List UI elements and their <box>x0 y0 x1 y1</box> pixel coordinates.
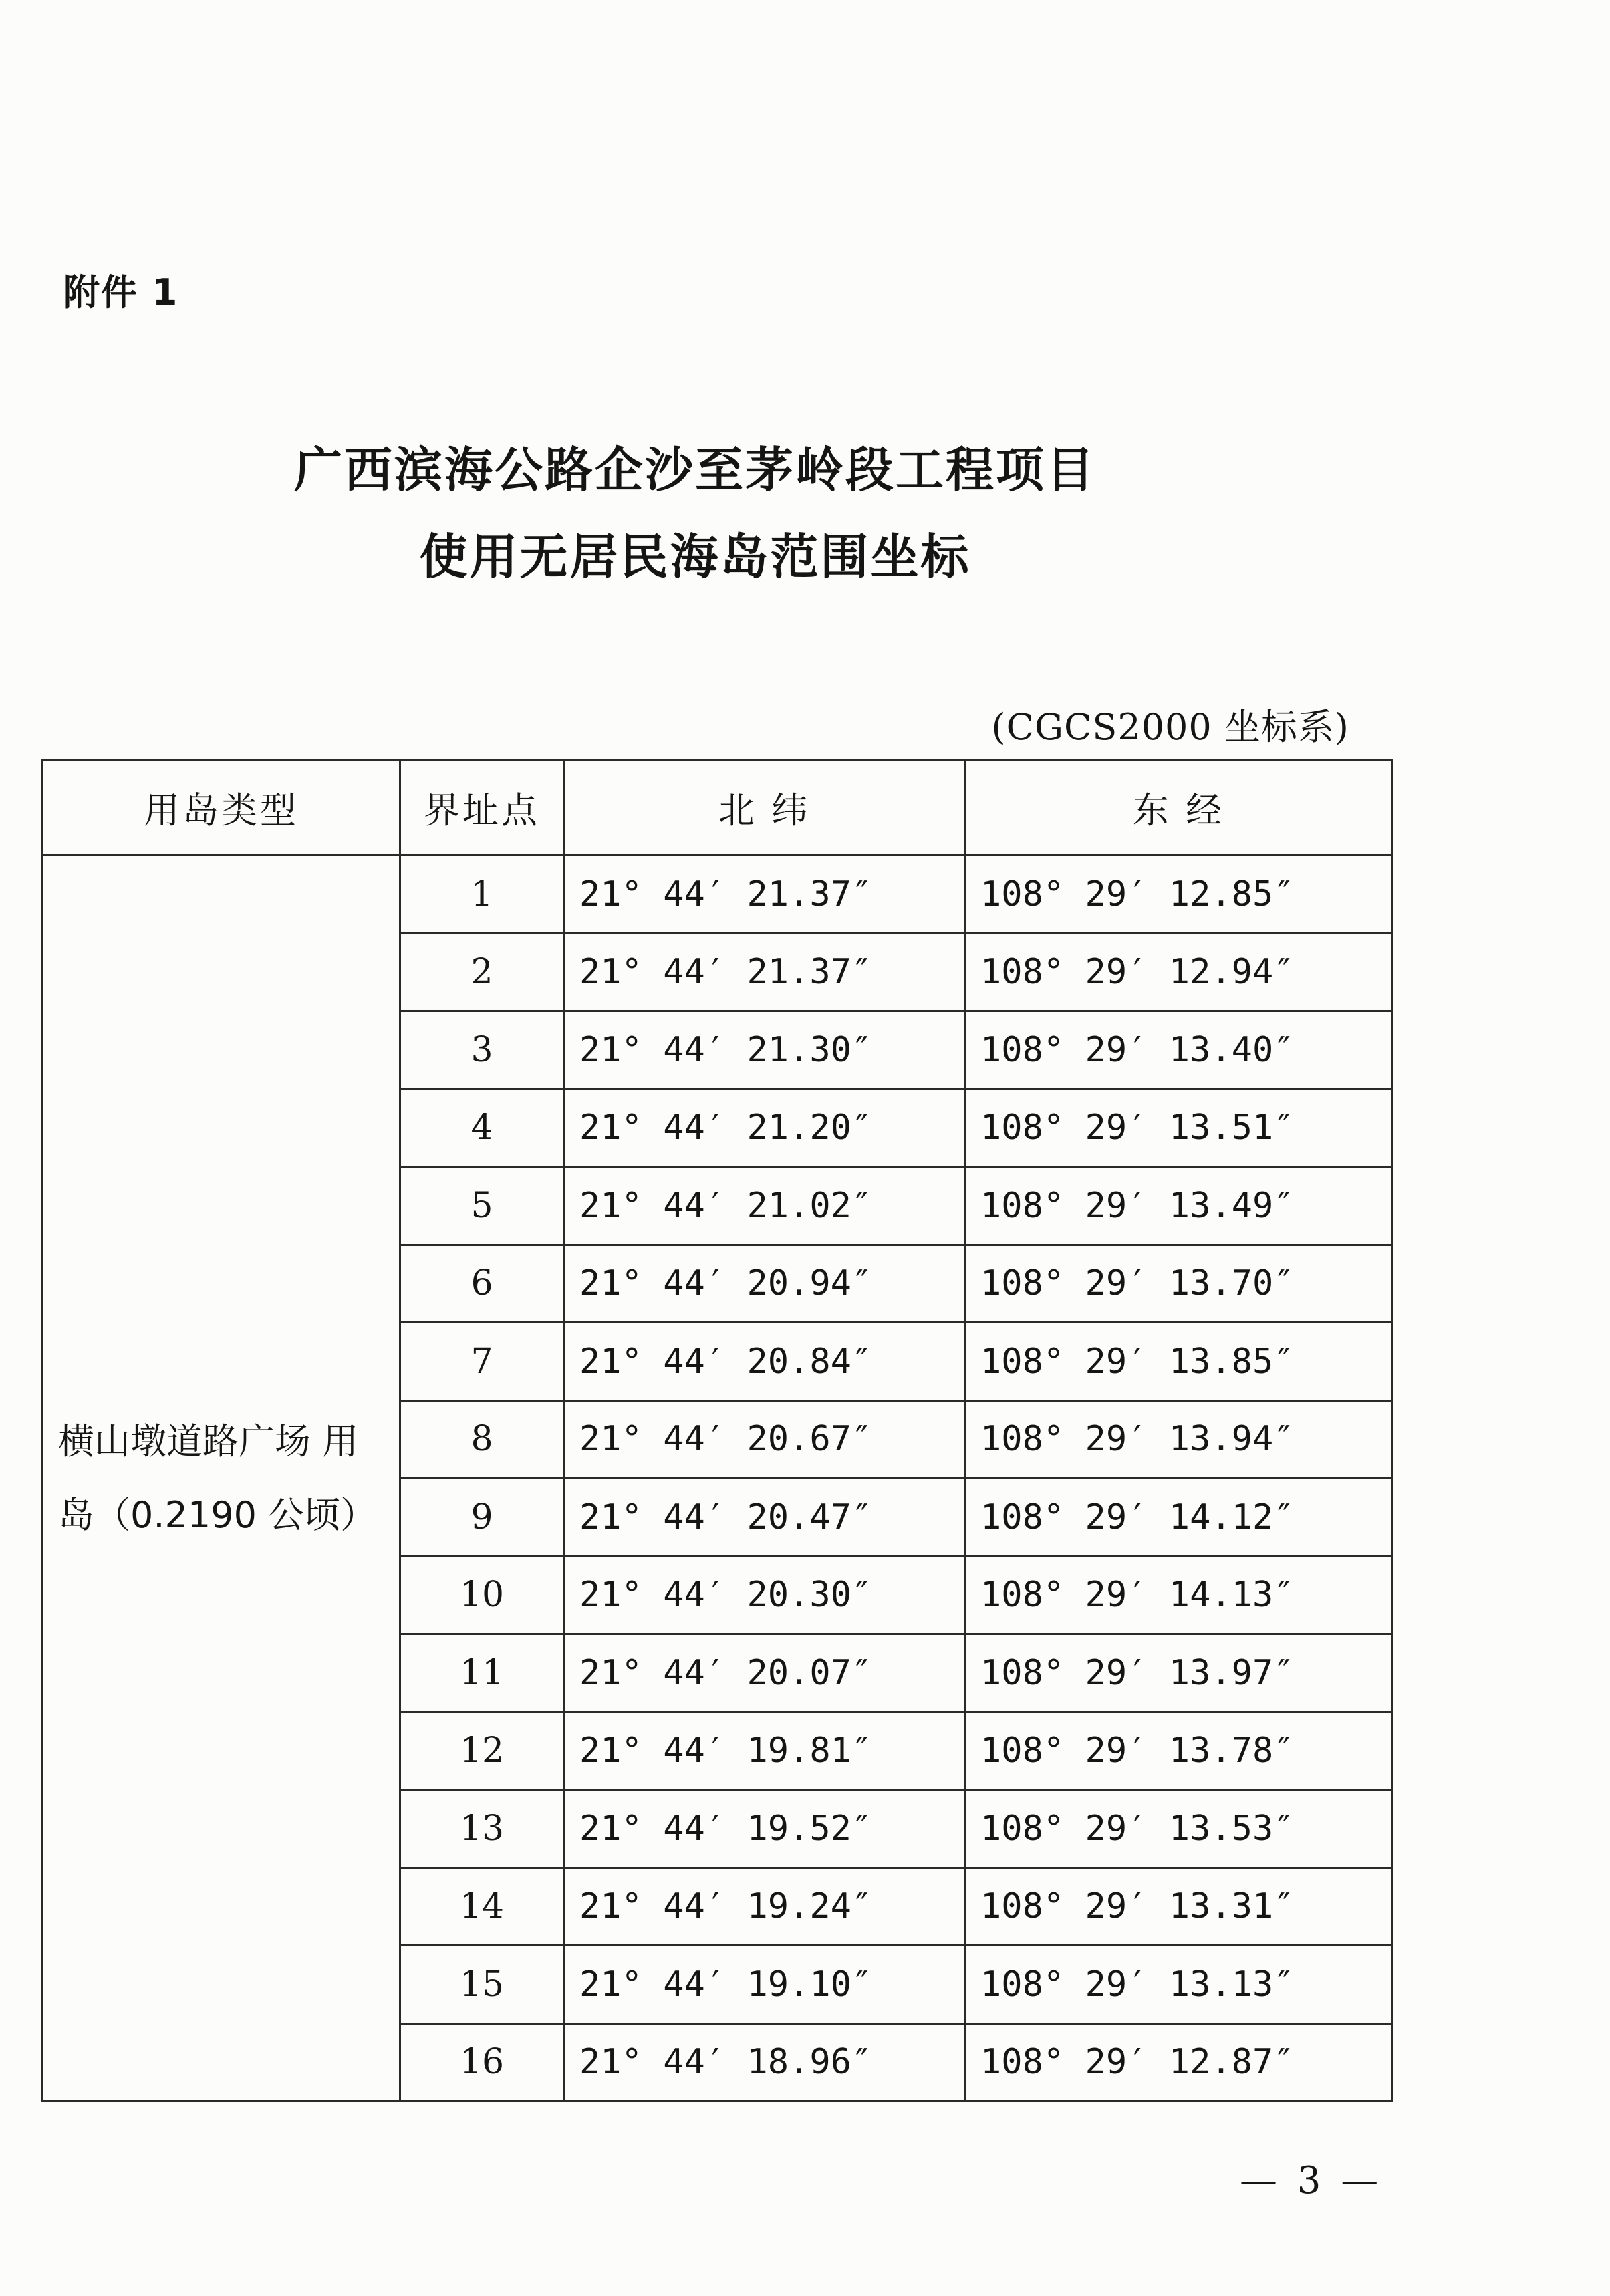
latitude-cell: 21° 44′ 21.37″ <box>564 856 965 934</box>
latitude-cell: 21° 44′ 19.52″ <box>564 1790 965 1868</box>
header-island-use-type: 用岛类型 <box>43 760 400 856</box>
boundary-point-cell: 4 <box>400 1089 564 1167</box>
header-longitude: 东 经 <box>965 760 1393 856</box>
document-title-line-2: 使用无居民海岛范围坐标 <box>419 529 971 585</box>
latitude-cell: 21° 44′ 20.07″ <box>564 1634 965 1712</box>
longitude-cell: 108° 29′ 13.78″ <box>965 1712 1393 1790</box>
longitude-cell: 108° 29′ 13.31″ <box>965 1868 1393 1946</box>
boundary-point-cell: 9 <box>400 1479 564 1557</box>
boundary-point-cell: 15 <box>400 1946 564 2024</box>
page-number: — 3 — <box>1240 2159 1383 2202</box>
boundary-point-cell: 1 <box>400 856 564 934</box>
boundary-point-cell: 2 <box>400 933 564 1011</box>
attachment-label: 附件 1 <box>63 271 179 313</box>
boundary-point-cell: 12 <box>400 1712 564 1790</box>
longitude-cell: 108° 29′ 13.40″ <box>965 1011 1393 1090</box>
latitude-cell: 21° 44′ 19.81″ <box>564 1712 965 1790</box>
boundary-point-cell: 14 <box>400 1868 564 1946</box>
latitude-cell: 21° 44′ 19.10″ <box>564 1946 965 2024</box>
latitude-cell: 21° 44′ 21.20″ <box>564 1089 965 1167</box>
boundary-coordinates-table <box>41 759 1393 2102</box>
longitude-cell: 108° 29′ 13.13″ <box>965 1946 1393 2024</box>
boundary-point-cell: 11 <box>400 1634 564 1712</box>
document-title-line-1: 广西滨海公路企沙至茅岭段工程项目 <box>293 442 1096 498</box>
latitude-cell: 21° 44′ 20.84″ <box>564 1323 965 1401</box>
latitude-cell: 21° 44′ 21.30″ <box>564 1011 965 1090</box>
coordinate-system-note: (CGCS2000 坐标系) <box>991 706 1349 748</box>
header-latitude: 北 纬 <box>564 760 965 856</box>
table-header-row <box>43 760 1393 856</box>
latitude-cell: 21° 44′ 19.24″ <box>564 1868 965 1946</box>
latitude-cell: 21° 44′ 20.67″ <box>564 1400 965 1479</box>
longitude-cell: 108° 29′ 14.12″ <box>965 1479 1393 1557</box>
table-row <box>43 856 1393 934</box>
island-use-type-cell: 横山墩道路广场 用岛（0.2190 公顷） <box>43 856 400 2101</box>
boundary-point-cell: 5 <box>400 1167 564 1245</box>
longitude-cell: 108° 29′ 13.51″ <box>965 1089 1393 1167</box>
longitude-cell: 108° 29′ 13.53″ <box>965 1790 1393 1868</box>
longitude-cell: 108° 29′ 13.70″ <box>965 1245 1393 1323</box>
longitude-cell: 108° 29′ 13.97″ <box>965 1634 1393 1712</box>
boundary-point-cell: 7 <box>400 1323 564 1401</box>
table-body <box>43 856 1393 2101</box>
latitude-cell: 21° 44′ 21.37″ <box>564 933 965 1011</box>
longitude-cell: 108° 29′ 12.94″ <box>965 933 1393 1011</box>
boundary-point-cell: 3 <box>400 1011 564 1090</box>
header-boundary-point: 界址点 <box>400 760 564 856</box>
boundary-point-cell: 13 <box>400 1790 564 1868</box>
boundary-point-cell: 8 <box>400 1400 564 1479</box>
boundary-point-cell: 10 <box>400 1556 564 1634</box>
boundary-point-cell: 16 <box>400 2023 564 2101</box>
latitude-cell: 21° 44′ 20.47″ <box>564 1479 965 1557</box>
longitude-cell: 108° 29′ 12.87″ <box>965 2023 1393 2101</box>
longitude-cell: 108° 29′ 12.85″ <box>965 856 1393 934</box>
latitude-cell: 21° 44′ 21.02″ <box>564 1167 965 1245</box>
boundary-point-cell: 6 <box>400 1245 564 1323</box>
latitude-cell: 21° 44′ 20.30″ <box>564 1556 965 1634</box>
longitude-cell: 108° 29′ 14.13″ <box>965 1556 1393 1634</box>
longitude-cell: 108° 29′ 13.85″ <box>965 1323 1393 1401</box>
latitude-cell: 21° 44′ 20.94″ <box>564 1245 965 1323</box>
latitude-cell: 21° 44′ 18.96″ <box>564 2023 965 2101</box>
longitude-cell: 108° 29′ 13.94″ <box>965 1400 1393 1479</box>
longitude-cell: 108° 29′ 13.49″ <box>965 1167 1393 1245</box>
